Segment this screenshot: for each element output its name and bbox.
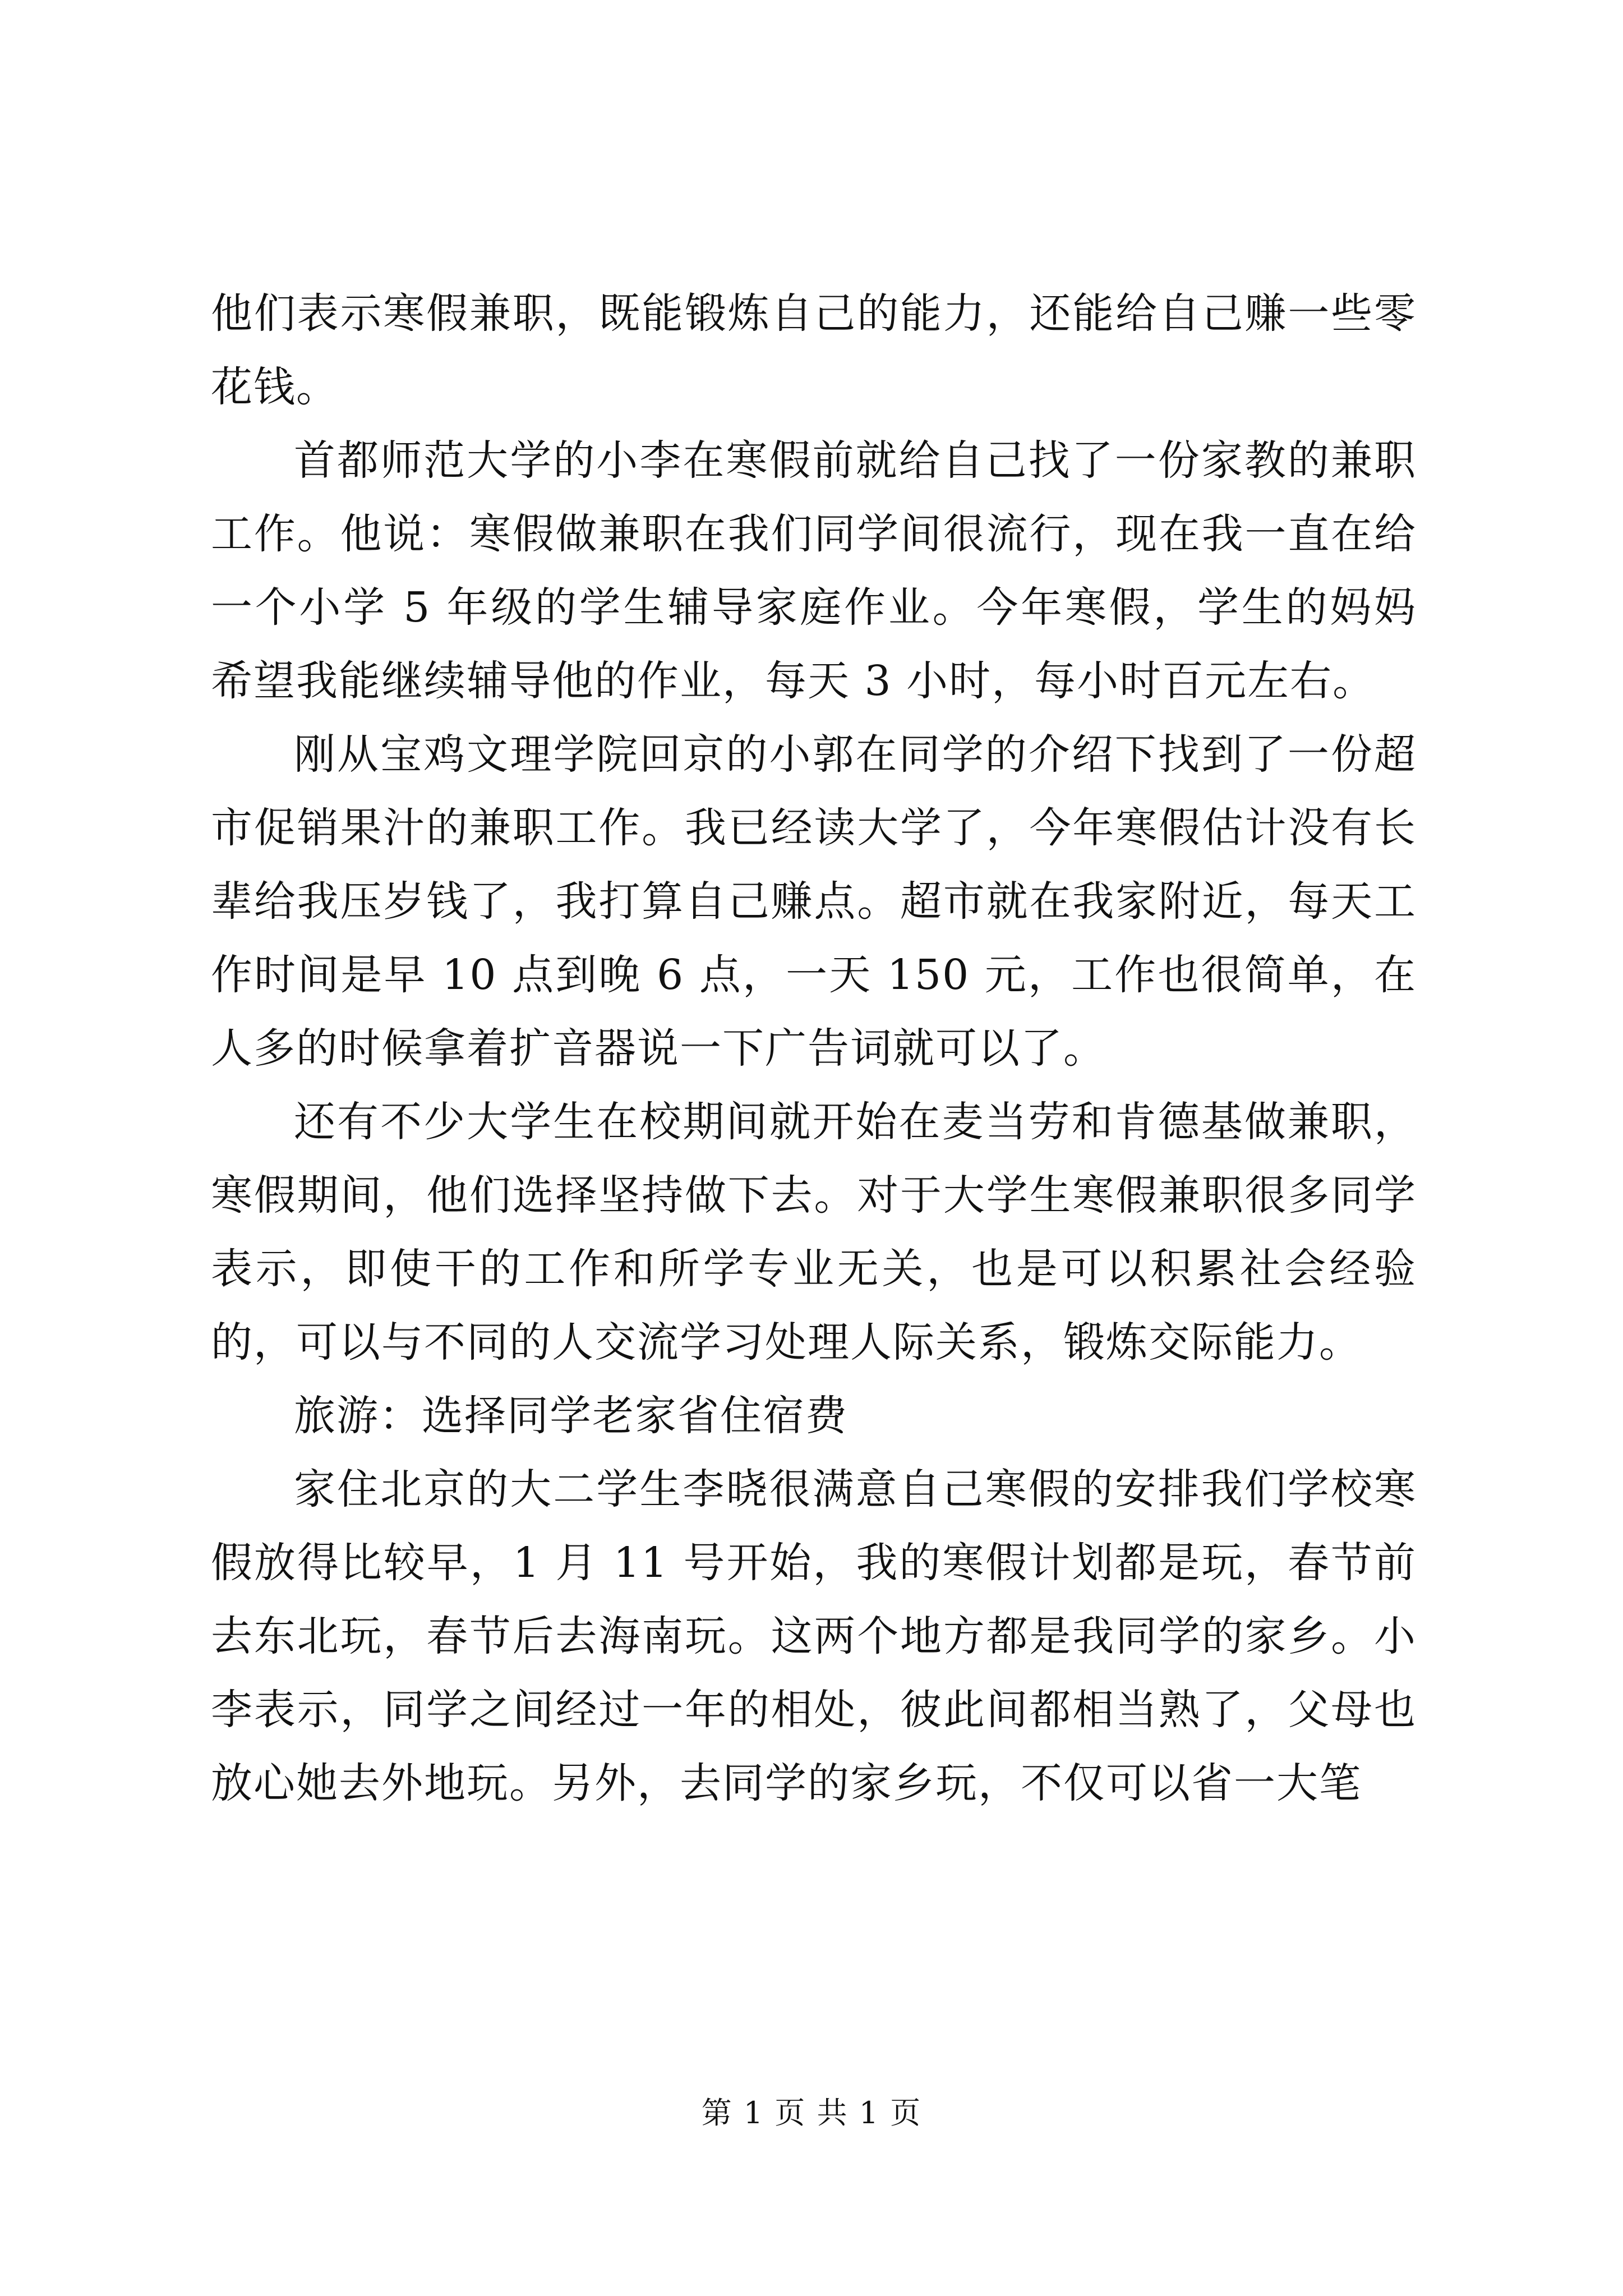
paragraph-tutoring-job: 首都师范大学的小李在寒假前就给自己找了一份家教的兼职工作。他说：寒假做兼职在我们同学间很流行，现在我一直在给一个小学 5 年级的学生辅导家庭作业。今年寒假，学生的妈妈希望我能继续辅导他的作业，每天 3 小时，每小时百元左右。 [211,436,1417,705]
page-number-footer: 第 1 页 共 1 页 [701,2095,922,2131]
paragraph-continuation: 他们表示寒假兼职，既能锻炼自己的能力，还能给自己赚一些零花钱。 [211,289,1417,411]
paragraph-fastfood-job: 还有不少大学生在校期间就开始在麦当劳和肯德基做兼职，寒假期间，他们选择坚持做下去。对于大学生寒假兼职很多同学表示，即使干的工作和所学专业无关，也是可以积累社会经验的，可以与不同的人交流学习处理人际关系，锻炼交际能力。 [211,1098,1417,1366]
paragraph-travel-plan: 家住北京的大二学生李晓很满意自己寒假的安排我们学校寒假放得比较早，1 月 11 号开始，我的寒假计划都是玩，春节前去东北玩，春节后去海南玩。这两个地方都是我同学的家乡。小李表示，同学之间经过一年的相处，彼此间都相当熟了，父母也放心她去外地玩。另外，去同学的家乡玩，不仅可以省一大笔 [211,1465,1417,1807]
document-body [211,277,1417,1820]
section-heading-travel: 旅游：选择同学老家省住宿费 [294,1392,848,1440]
paragraph-supermarket-job: 刚从宝鸡文理学院回京的小郭在同学的介绍下找到了一份超市促销果汁的兼职工作。我已经读大学了，今年寒假估计没有长辈给我压岁钱了，我打算自己赚点。超市就在我家附近，每天工作时间是早 10 点到晚 6 点，一天 150 元，工作也很简单，在人多的时候拿着扩音器说一下广告词就可以了。 [211,730,1417,1073]
